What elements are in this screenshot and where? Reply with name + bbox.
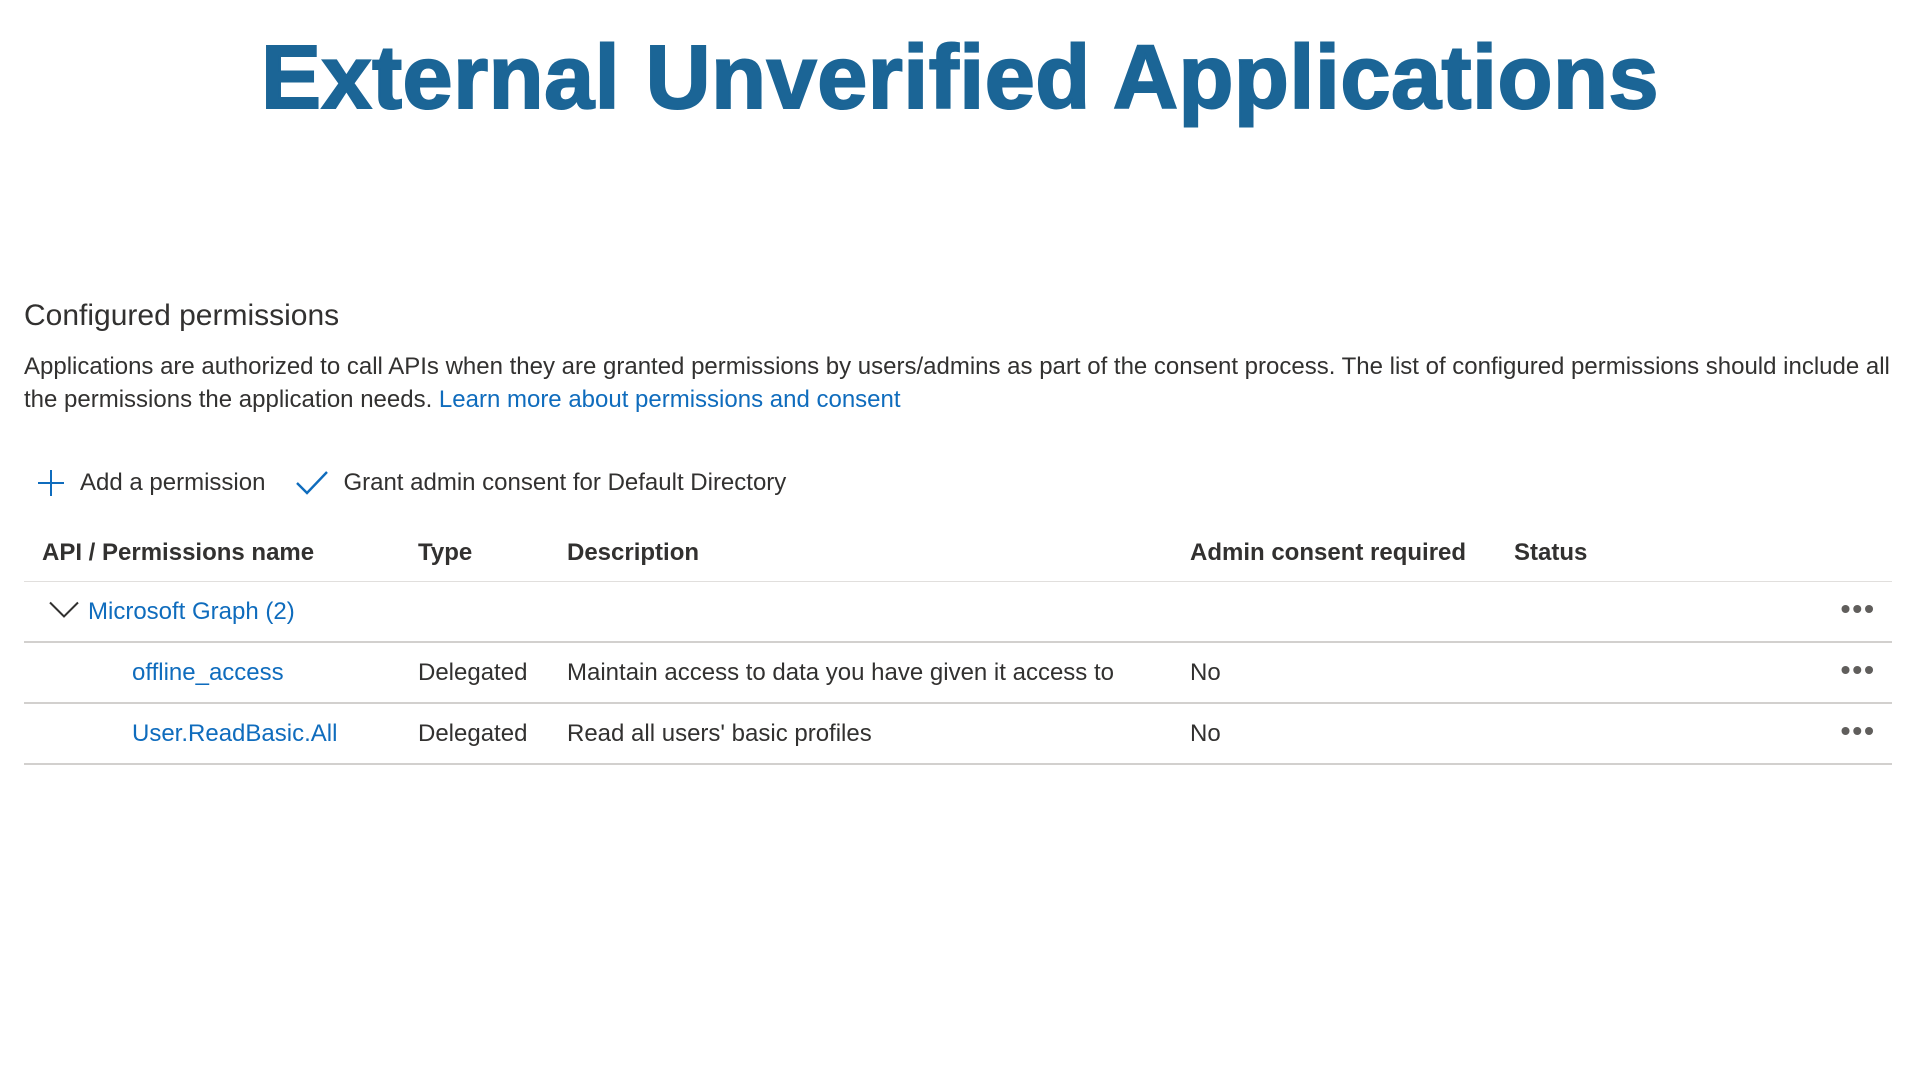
more-options-button[interactable]: ••• [1840,592,1876,624]
plus-icon [36,468,66,498]
section-title: Configured permissions [24,299,340,332]
configured-permissions-section [24,296,1892,416]
header-description[interactable]: Description [567,539,700,566]
more-options-button[interactable]: ••• [1840,653,1876,685]
admin-consent-value: No [1190,719,1221,747]
admin-consent-value: No [1190,658,1221,686]
permission-type: Delegated [418,719,528,747]
grant-admin-consent-label: Grant admin consent for Default Directory [343,469,787,496]
permission-name-link[interactable]: User.ReadBasic.All [132,719,338,747]
table-row [24,704,1892,765]
permissions-table [24,525,1892,765]
section-description [24,350,1892,416]
permission-type: Delegated [418,658,528,686]
group-row [24,582,1892,643]
header-permission-name[interactable]: API / Permissions name [42,539,315,566]
permission-description: Maintain access to data you have given it access to [567,658,1114,686]
slide-title: External Unverified Applications [261,28,1659,128]
description-text: Applications are authorized to call APIs when they are granted permissions by users/admins as part of the consent process. The list of configured permissions should include all the permissions the application needs. [24,353,1890,413]
permission-description: Read all users' basic profiles [567,719,872,747]
grant-admin-consent-button[interactable] [295,469,786,497]
add-permission-label: Add a permission [80,469,266,496]
header-type[interactable]: Type [418,539,473,566]
checkmark-icon [295,469,329,497]
learn-more-link[interactable]: Learn more about permissions and consent [438,386,901,413]
table-header [24,525,1892,582]
permission-name-link[interactable]: offline_access [132,658,284,686]
more-options-button[interactable]: ••• [1840,714,1876,746]
header-admin-consent[interactable]: Admin consent required [1190,539,1467,566]
table-row [24,643,1892,704]
header-status[interactable]: Status [1514,539,1588,566]
permissions-toolbar [36,462,816,504]
add-permission-button[interactable] [36,468,265,498]
chevron-down-icon[interactable] [48,599,80,624]
group-label-microsoft-graph[interactable]: Microsoft Graph (2) [88,597,295,625]
